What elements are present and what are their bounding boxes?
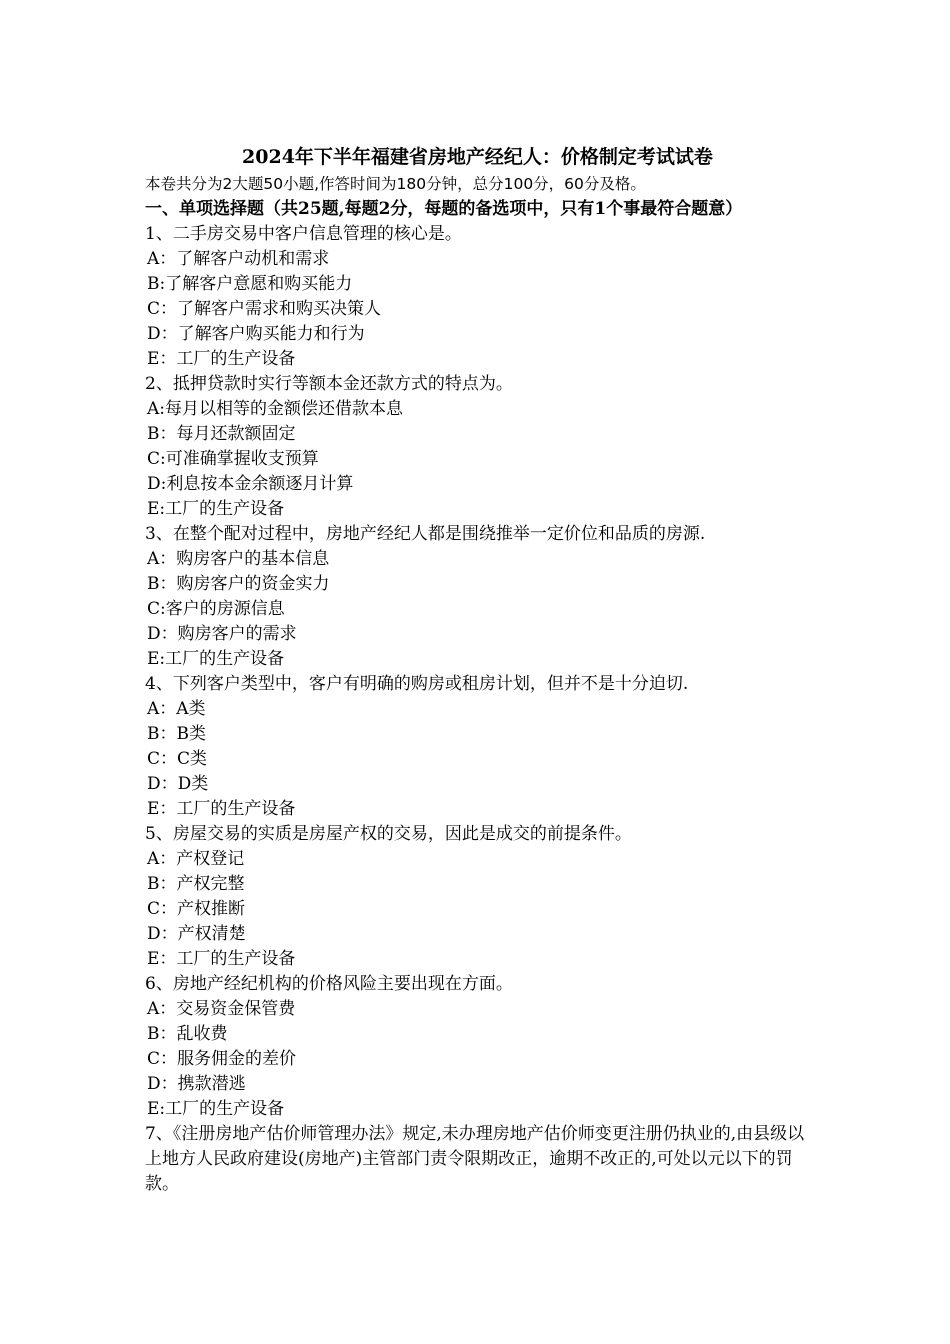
option-a: A：购房客户的基本信息: [147, 549, 330, 569]
section-heading: 一、单项选择题（共25题,每题2分，每题的备选项中，只有1个事最符合题意）: [145, 199, 743, 219]
option-a: A:每月以相等的金额偿还借款本息: [147, 399, 404, 419]
option-b: B：乱收费: [147, 1024, 228, 1044]
option-b: B:了解客户意愿和购买能力: [147, 274, 353, 294]
question-1: [145, 222, 810, 372]
option-e: E：工厂的生产设备: [147, 799, 296, 819]
question-stem: 7、《注册房地产估价师管理办法》规定,未办理房地产估价师变更注册仍执业的,由县级以上地方人民政府建设(房地产)主管部门责令限期改正，逾期不改正的,可处以元以下的罚款。: [145, 1124, 805, 1194]
option-d: D：产权清楚: [147, 924, 246, 944]
option-d: D：携款潜逃: [147, 1074, 246, 1094]
question-6: [145, 972, 810, 1122]
question-list: [145, 222, 810, 1197]
option-c: C:客户的房源信息: [147, 599, 285, 619]
question-7: [145, 1122, 810, 1197]
option-c: C：C类: [147, 749, 208, 769]
option-b: B：产权完整: [147, 874, 245, 894]
option-e: E:工厂的生产设备: [147, 499, 285, 519]
question-2: [145, 372, 810, 522]
question-5: [145, 822, 810, 972]
question-stem: 5、房屋交易的实质是房屋产权的交易，因此是成交的前提条件。: [145, 824, 632, 844]
question-stem: 2、抵押贷款时实行等额本金还款方式的特点为。: [145, 374, 513, 394]
option-e: E：工厂的生产设备: [147, 949, 296, 969]
option-e: E:工厂的生产设备: [147, 649, 285, 669]
document-title: 2024年下半年福建省房地产经纪人：价格制定考试试卷: [242, 146, 713, 168]
document-page: [145, 142, 810, 1197]
option-b: B：每月还款额固定: [147, 424, 296, 444]
option-d: D：了解客户购买能力和行为: [147, 324, 365, 344]
question-stem: 4、下列客户类型中，客户有明确的购房或租房计划，但并不是十分迫切.: [145, 674, 689, 694]
option-b: B：B类: [147, 724, 206, 744]
option-c: C：了解客户需求和购买决策人: [147, 299, 382, 319]
option-e: E:工厂的生产设备: [147, 1099, 285, 1119]
question-stem: 6、房地产经纪机构的价格风险主要出现在方面。: [145, 974, 513, 994]
option-d: D：购房客户的需求: [147, 624, 297, 644]
question-stem: 3、在整个配对过程中，房地产经纪人都是围绕推举一定价位和品质的房源.: [145, 524, 706, 544]
option-a: A：产权登记: [147, 849, 245, 869]
question-4: [145, 672, 810, 822]
option-b: B：购房客户的资金实力: [147, 574, 330, 594]
option-d: D:利息按本金余额逐月计算: [147, 474, 354, 494]
option-c: C：产权推断: [147, 899, 246, 919]
option-a: A：交易资金保管费: [147, 999, 296, 1019]
exam-intro: 本卷共分为2大题50小题,作答时间为180分钟，总分100分，60分及格。: [145, 175, 646, 193]
option-d: D：D类: [147, 774, 209, 794]
option-e: E：工厂的生产设备: [147, 349, 296, 369]
question-stem: 1、二手房交易中客户信息管理的核心是。: [145, 224, 462, 244]
option-c: C:可准确掌握收支预算: [147, 449, 319, 469]
option-c: C：服务佣金的差价: [147, 1049, 297, 1069]
question-3: [145, 522, 810, 672]
option-a: A：了解客户动机和需求: [147, 249, 330, 269]
option-a: A：A类: [147, 699, 206, 719]
